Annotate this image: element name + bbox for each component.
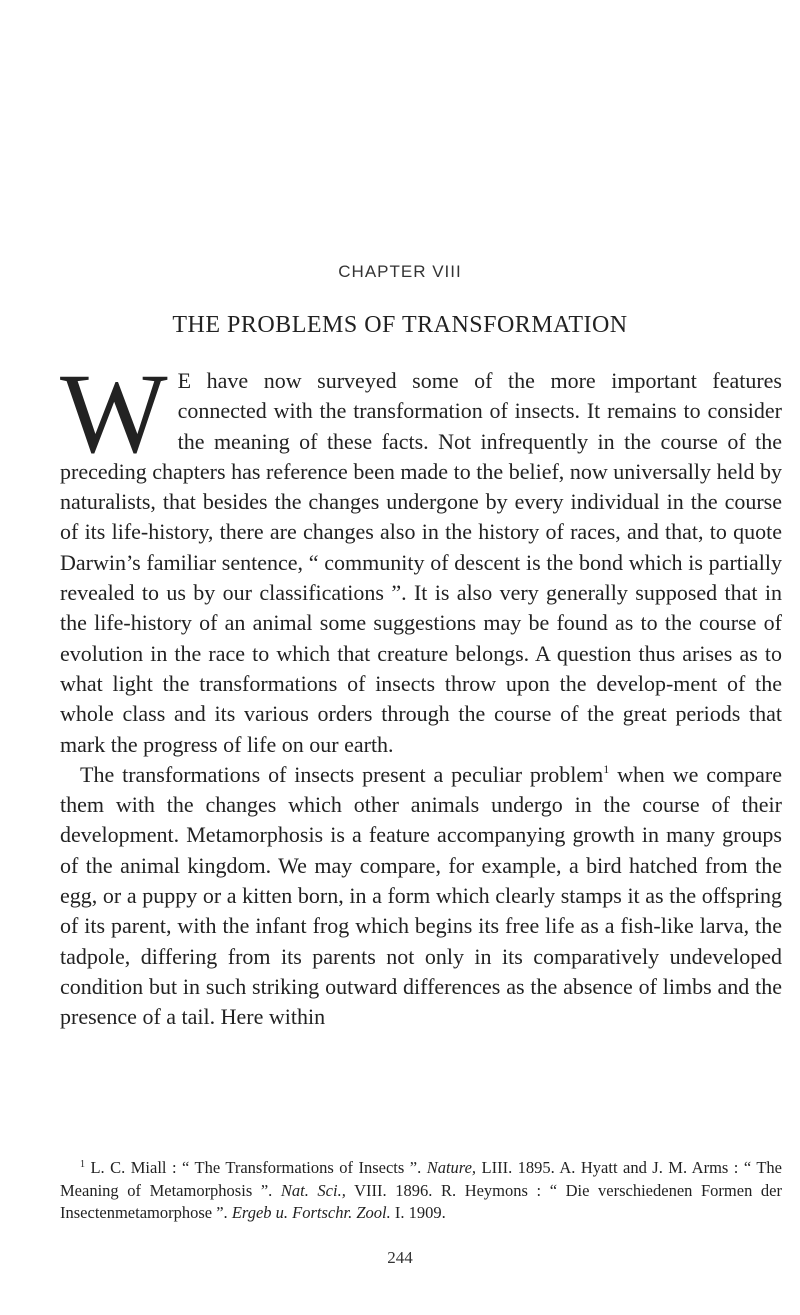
footnote-text-4: I. 1909. [390,1203,446,1222]
footnote-1 [60,1157,782,1225]
paragraph-2 [60,760,782,1033]
paragraph-1-text: E have now surveyed some of the more important features connected with the transformation of insects. It remains to consider the meaning of these facts. Not infrequently in the course of the preceding chapters has reference been made to the belief, now universally held by naturalists, that besides the changes undergone by every individual in the course of its life-history, there are changes also in the history of races, and that, to quote Darwin’s familiar sentence, “ community of descent is the bond which is partially revealed to us by our classifications ”. It is also very generally supposed that in the life-history of an animal some suggestions may be found as to the course of evolution in the race to which that creature belongs. A question thus arises as to what light the transformations of insects throw upon the develop-ment of the whole class and its various orders through the course of the great periods that mark the progress of life on our earth. [60,368,782,757]
body-text [60,350,782,1033]
page-number: 244 [387,1248,413,1267]
chapter-title: THE PROBLEMS OF TRANSFORMATION [172,312,628,338]
paragraph-2-text-b: when we compare them with the changes which other animals undergo in the course of their development. Metamorphosis is a feature accompanying growth in many groups of the animal kingdom. We may compare, for example, a bird hatched from the egg, or a puppy or a kitten born, in a form which clearly stamps it as the offspring of its parent, with the infant frog which begins its free life as a fish-like larva, the tadpole, differing from its parents not only in its comparatively undeveloped condition but in such striking outward differences as the absence of limbs and the presence of a tail. Here within [60,761,782,1030]
footnote-text-1: L. C. Miall : “ The Transformations of Insects ”. [85,1158,427,1177]
footnote-text-2: LIII. 1895. A. Hyatt and J. M. Arms : “ The Meaning of Metamorphosis ”. [60,1158,782,1200]
chapter-label: CHAPTER VIII [338,262,462,281]
footnote-text-3: VIII. 1896. R. Heymons : “ Die verschiedenen Formen der Insectenmetamorphose ”. [60,1180,782,1222]
footnote-marker: 1 [80,1159,85,1170]
footnotes [60,1157,782,1225]
footnote-reference[interactable]: 1 [603,761,610,776]
footnote-journal-3: Ergeb u. Fortschr. Zool. [231,1203,391,1222]
paragraph-2-text-a: The transformations of insects present a peculiar problem [80,761,604,787]
drop-cap: W [60,350,168,477]
paragraph-1 [60,350,782,760]
footnote-journal-2: Nat. Sci., [280,1180,346,1200]
footnote-journal-1: Nature, [426,1158,477,1177]
